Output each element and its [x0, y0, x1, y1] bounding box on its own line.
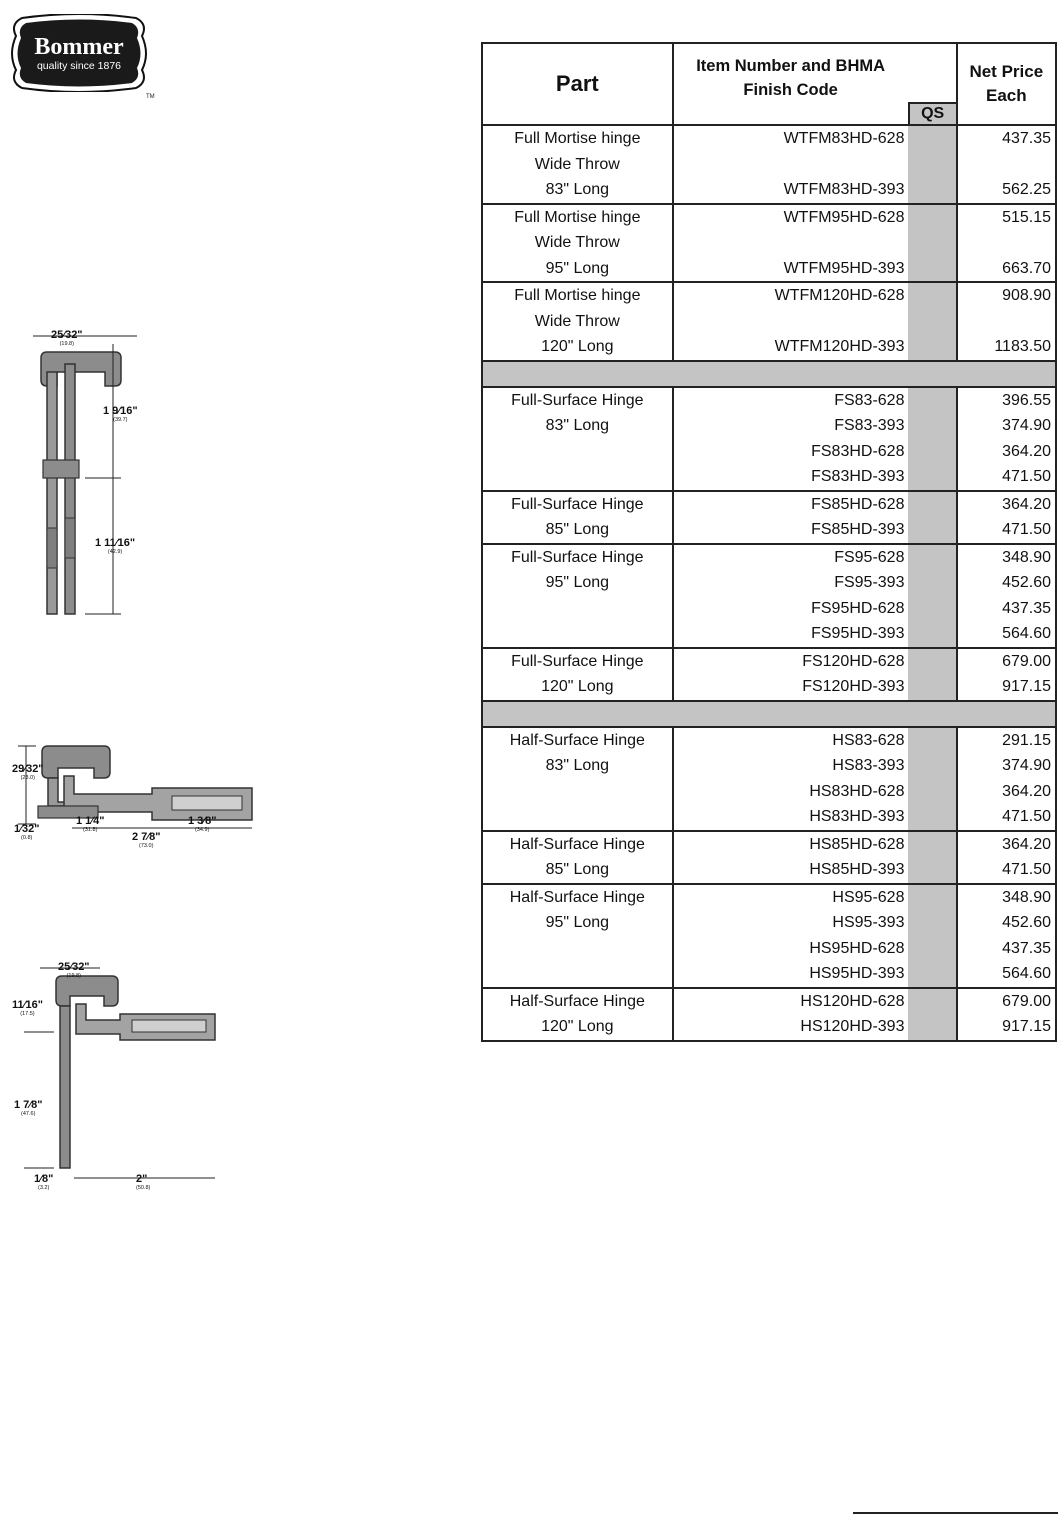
- separator-cell: [482, 701, 1056, 727]
- dim-flange-width: 1 3⁄8" (34.9): [188, 815, 217, 833]
- table-row: [482, 125, 1056, 204]
- item-number-line: HS120HD-628: [800, 992, 905, 1010]
- net-price-line: 562.25: [1002, 181, 1051, 198]
- logo-brand-name: Bommer: [34, 34, 124, 60]
- qs-column-cell: [908, 831, 956, 884]
- net-price-line: 471.50: [1002, 861, 1051, 878]
- item-number-line: FS83-393: [834, 417, 905, 434]
- net-price-line: 663.70: [1002, 259, 1051, 277]
- net-price-line: 364.20: [1002, 782, 1051, 800]
- qs-column-cell: [908, 648, 956, 701]
- item-number: [673, 727, 909, 831]
- item-number: [673, 988, 909, 1041]
- net-price: [957, 988, 1056, 1041]
- part-description-line: [483, 779, 672, 805]
- part-description-line: Full Mortise hinge: [514, 287, 641, 304]
- part-description-line: 120" Long: [541, 1018, 614, 1035]
- net-price-line: 917.15: [1002, 678, 1051, 695]
- item-number-line: FS95-393: [834, 574, 905, 591]
- part-description: [482, 831, 673, 884]
- part-description-line: [483, 464, 672, 490]
- net-price: [957, 387, 1056, 491]
- qs-column-cell: [908, 544, 956, 648]
- item-number-line: FS83HD-393: [811, 468, 905, 485]
- item-number: [673, 648, 909, 701]
- dim-profile-height: 29⁄32" (23.0): [12, 763, 44, 781]
- net-price-line: 291.15: [1002, 731, 1051, 749]
- dim-upper-height: 1 9⁄16" (39.7): [103, 405, 138, 423]
- part-description: [482, 282, 673, 361]
- part-description: [482, 884, 673, 988]
- bommer-logo: [8, 14, 155, 100]
- net-price-line: 515.15: [1002, 208, 1051, 226]
- table-header-row: [482, 43, 1056, 125]
- part-description-line: [483, 961, 672, 987]
- part-description: [482, 204, 673, 283]
- net-price-line: 564.60: [1002, 625, 1051, 642]
- item-number-line: HS95HD-393: [809, 965, 905, 982]
- item-number-line: HS83HD-393: [809, 808, 905, 825]
- part-description: [482, 387, 673, 491]
- dim-barrel-height: 11⁄16" (17.5): [12, 999, 43, 1017]
- part-description-line: [483, 804, 672, 830]
- net-price-line: 917.15: [1002, 1018, 1051, 1035]
- qs-column-cell: [908, 884, 956, 988]
- net-price-line: 364.20: [1002, 495, 1051, 513]
- table-row: [482, 491, 1056, 544]
- net-price-line: [958, 309, 1051, 335]
- net-price: [957, 884, 1056, 988]
- net-price-line: 437.35: [1002, 130, 1051, 147]
- net-price: [957, 282, 1056, 361]
- part-description-line: 83" Long: [545, 181, 610, 198]
- item-number: [673, 491, 909, 544]
- item-number-line: FS83HD-628: [811, 442, 905, 460]
- part-description: [482, 491, 673, 544]
- dim-gap: 1⁄32" (0.8): [14, 823, 40, 841]
- table-row: [482, 648, 1056, 701]
- part-description-line: 120" Long: [541, 678, 614, 695]
- item-number: [673, 884, 909, 988]
- trademark-mark: TM: [146, 94, 155, 100]
- item-number: [673, 125, 909, 204]
- qs-column-cell: [908, 491, 956, 544]
- header-net-price: Net Price Each: [957, 43, 1056, 125]
- part-description: [482, 544, 673, 648]
- part-description: [482, 727, 673, 831]
- part-description-line: 95" Long: [545, 574, 610, 591]
- item-number-line: [674, 152, 905, 178]
- item-number-line: HS83-393: [832, 757, 905, 774]
- net-price-line: 471.50: [1002, 808, 1051, 825]
- net-price-line: 452.60: [1002, 574, 1051, 591]
- part-description: [482, 988, 673, 1041]
- dim-width-top: 25⁄32" (19.8): [51, 329, 83, 347]
- item-number-line: WTFM120HD-393: [774, 338, 905, 355]
- header-part: Part: [482, 43, 673, 125]
- net-price: [957, 648, 1056, 701]
- part-description-line: Half-Surface Hinge: [509, 992, 645, 1010]
- item-number-line: FS95HD-393: [811, 625, 905, 642]
- item-number-line: FS83-628: [834, 391, 905, 409]
- item-number-line: FS95HD-628: [811, 599, 905, 617]
- net-price-line: 1183.50: [994, 338, 1051, 355]
- part-description-line: [483, 439, 672, 465]
- table-row: [482, 988, 1056, 1041]
- net-price-line: 452.60: [1002, 914, 1051, 931]
- part-description-line: Half-Surface Hinge: [509, 888, 645, 906]
- part-description-line: Full Mortise hinge: [514, 208, 641, 226]
- net-price-line: 437.35: [1002, 599, 1051, 617]
- part-description-line: 83" Long: [545, 757, 610, 774]
- net-price: [957, 831, 1056, 884]
- item-number-line: FS95-628: [834, 548, 905, 566]
- part-description-line: 85" Long: [545, 521, 610, 538]
- part-description-line: 85" Long: [545, 861, 610, 878]
- net-price-line: 396.55: [1002, 391, 1051, 409]
- section-separator: [482, 361, 1056, 387]
- item-number-line: WTFM120HD-628: [774, 287, 905, 304]
- net-price-line: 908.90: [1002, 287, 1051, 304]
- net-price-line: 679.00: [1002, 652, 1051, 670]
- dim-leaf-width: 1 1⁄4" (31.8): [76, 815, 105, 833]
- part-description-line: Full-Surface Hinge: [511, 548, 644, 566]
- item-number-line: WTFM95HD-628: [783, 208, 905, 226]
- item-number-line: WTFM83HD-393: [783, 181, 905, 198]
- net-price-line: 564.60: [1002, 965, 1051, 982]
- full-surface-profile-drawing: [12, 740, 262, 855]
- item-number-line: HS95-393: [832, 914, 905, 931]
- half-surface-profile-drawing: [10, 960, 225, 1200]
- qs-column-cell: [908, 727, 956, 831]
- dim-total-width: 2 7⁄8" (73.0): [132, 831, 161, 849]
- header-qs: QS: [908, 102, 956, 124]
- part-description-line: Wide Throw: [534, 234, 620, 251]
- net-price-line: [958, 230, 1051, 256]
- table-row: [482, 282, 1056, 361]
- item-number-line: WTFM95HD-393: [783, 259, 905, 277]
- net-price-line: 348.90: [1002, 548, 1051, 566]
- half-surface-hinge-profile-icon: [10, 960, 225, 1200]
- dim-barrel-width: 25⁄32" (19.8): [58, 961, 90, 979]
- qs-column-cell: [908, 282, 956, 361]
- part-description-line: Half-Surface Hinge: [509, 731, 645, 749]
- header-item-text: Item Number and BHMA Finish Code: [696, 57, 886, 99]
- net-price-line: 364.20: [1002, 835, 1051, 853]
- net-price-line: 679.00: [1002, 992, 1051, 1010]
- dim-leaf-thickness: 1⁄8" (3.2): [34, 1173, 54, 1191]
- qs-column-cell: [908, 387, 956, 491]
- net-price-line: 437.35: [1002, 939, 1051, 957]
- net-price: [957, 491, 1056, 544]
- full-mortise-profile-drawing: [25, 328, 175, 618]
- part-description-line: [483, 936, 672, 962]
- item-number-line: HS85HD-393: [809, 861, 905, 878]
- item-number-line: [674, 309, 905, 335]
- part-description-line: Full Mortise hinge: [514, 130, 641, 147]
- table-row: [482, 831, 1056, 884]
- qs-column-cell: [908, 988, 956, 1041]
- net-price-line: [958, 152, 1051, 178]
- part-description-line: Full-Surface Hinge: [511, 652, 644, 670]
- part-description-line: 83" Long: [545, 417, 610, 434]
- table-row: [482, 727, 1056, 831]
- item-number-line: FS120HD-628: [802, 652, 905, 670]
- net-price-line: 364.20: [1002, 442, 1051, 460]
- item-number-line: HS120HD-393: [800, 1018, 905, 1035]
- logo-tagline: quality since 1876: [36, 60, 122, 72]
- item-number: [673, 387, 909, 491]
- item-number-line: WTFM83HD-628: [783, 130, 905, 147]
- item-number: [673, 544, 909, 648]
- dim-flange-width: 2" (50.8): [136, 1173, 151, 1191]
- part-description-line: Wide Throw: [534, 312, 620, 330]
- net-price: [957, 727, 1056, 831]
- section-separator: [482, 701, 1056, 727]
- net-price-line: 348.90: [1002, 888, 1051, 906]
- item-number-line: HS95-628: [832, 888, 905, 906]
- net-price-line: 471.50: [1002, 468, 1051, 485]
- item-number-line: [674, 230, 905, 256]
- table-row: [482, 884, 1056, 988]
- separator-cell: [482, 361, 1056, 387]
- item-number-line: FS85HD-393: [811, 521, 905, 538]
- part-description-line: [483, 596, 672, 622]
- part-description-line: 95" Long: [545, 259, 610, 277]
- item-number-line: HS83HD-628: [809, 782, 905, 800]
- item-number-line: HS83-628: [832, 731, 905, 749]
- part-description-line: 120" Long: [541, 338, 614, 355]
- part-description-line: [483, 621, 672, 647]
- net-price-line: 374.90: [1002, 757, 1051, 774]
- price-table-body: [482, 125, 1056, 1041]
- part-description-line: 95" Long: [545, 914, 610, 931]
- qs-column-cell: [908, 204, 956, 283]
- item-number: [673, 282, 909, 361]
- net-price: [957, 125, 1056, 204]
- net-price-line: 374.90: [1002, 417, 1051, 434]
- part-description-line: Full-Surface Hinge: [511, 391, 644, 409]
- header-item-number: [673, 43, 957, 125]
- item-number-line: HS85HD-628: [809, 835, 905, 853]
- part-description-line: Full-Surface Hinge: [511, 495, 644, 513]
- part-description-line: Half-Surface Hinge: [509, 835, 645, 853]
- dim-lower-height: 1 11⁄16" (42.9): [95, 537, 136, 555]
- item-number: [673, 831, 909, 884]
- item-number-line: HS95HD-628: [809, 939, 905, 957]
- item-number-line: FS120HD-393: [802, 678, 905, 695]
- net-price: [957, 204, 1056, 283]
- dim-leaf-height: 1 7⁄8" (47.6): [14, 1099, 43, 1117]
- table-row: [482, 387, 1056, 491]
- part-description: [482, 648, 673, 701]
- part-description-line: Wide Throw: [534, 155, 620, 173]
- net-price-line: 471.50: [1002, 521, 1051, 538]
- net-price: [957, 544, 1056, 648]
- table-row: [482, 204, 1056, 283]
- part-description: [482, 125, 673, 204]
- item-number-line: FS85HD-628: [811, 495, 905, 513]
- qs-column-cell: [908, 125, 956, 204]
- footer-rule: [853, 1512, 1058, 1514]
- price-table: [481, 42, 1057, 1042]
- item-number: [673, 204, 909, 283]
- full-mortise-hinge-profile-icon: [25, 328, 175, 618]
- table-row: [482, 544, 1056, 648]
